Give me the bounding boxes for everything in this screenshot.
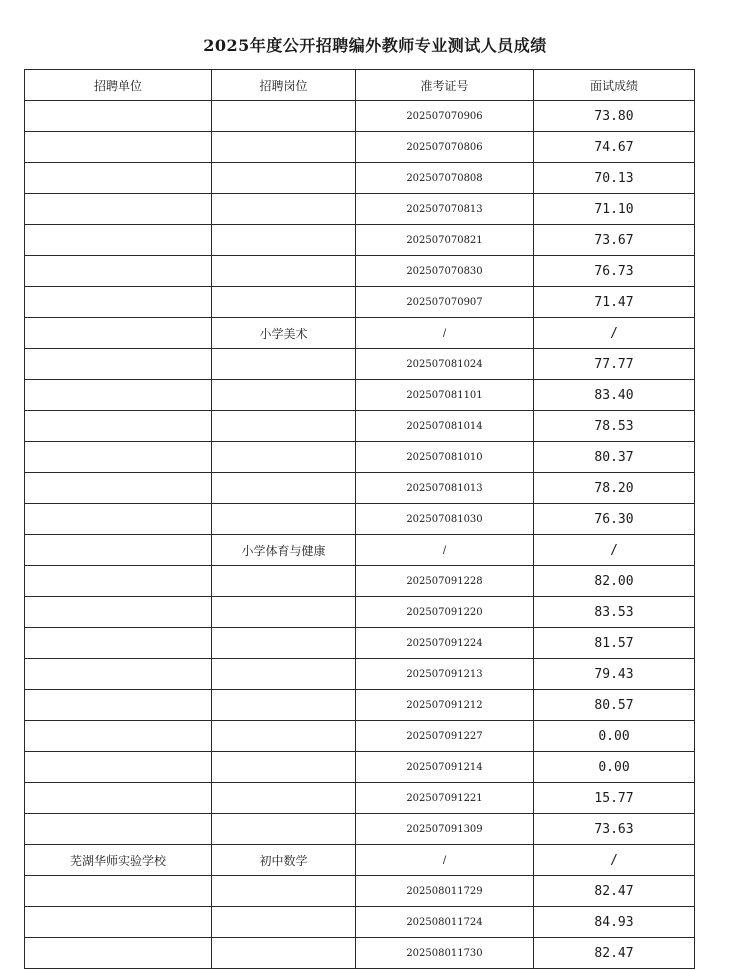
ticket-cell: 202507070830 <box>356 256 534 287</box>
table-row <box>25 938 695 969</box>
post-cell <box>212 442 356 473</box>
score-cell: 77.77 <box>534 349 695 380</box>
post-cell <box>212 225 356 256</box>
header-post: 招聘岗位 <box>212 70 356 101</box>
ticket-cell: 202507081013 <box>356 473 534 504</box>
ticket-cell: 202508011729 <box>356 876 534 907</box>
post-cell <box>212 101 356 132</box>
table-row <box>25 659 695 690</box>
table-row <box>25 628 695 659</box>
unit-cell <box>25 504 212 535</box>
unit-cell <box>25 380 212 411</box>
unit-cell <box>25 132 212 163</box>
post-cell <box>212 256 356 287</box>
table-row <box>25 814 695 845</box>
table-row <box>25 566 695 597</box>
ticket-cell: 202507070813 <box>356 194 534 225</box>
unit-cell <box>25 876 212 907</box>
post-cell <box>212 566 356 597</box>
score-cell: 76.30 <box>534 504 695 535</box>
score-cell: 70.13 <box>534 163 695 194</box>
table-row <box>25 783 695 814</box>
score-cell: 76.73 <box>534 256 695 287</box>
post-cell <box>212 814 356 845</box>
ticket-cell: 202507091224 <box>356 628 534 659</box>
unit-cell <box>25 318 212 349</box>
post-cell <box>212 876 356 907</box>
post-cell: 小学体育与健康 <box>212 535 356 566</box>
post-cell <box>212 659 356 690</box>
score-cell: 73.63 <box>534 814 695 845</box>
score-cell: / <box>534 535 695 566</box>
unit-cell <box>25 566 212 597</box>
score-cell: 73.67 <box>534 225 695 256</box>
ticket-cell: 202507081101 <box>356 380 534 411</box>
post-cell <box>212 163 356 194</box>
table-row <box>25 225 695 256</box>
ticket-cell: 202507070907 <box>356 287 534 318</box>
post-cell <box>212 752 356 783</box>
ticket-cell: 202507091221 <box>356 783 534 814</box>
unit-cell <box>25 287 212 318</box>
unit-cell <box>25 907 212 938</box>
unit-cell <box>25 752 212 783</box>
score-cell: 80.37 <box>534 442 695 473</box>
table-row <box>25 876 695 907</box>
page-title: 2025年度公开招聘编外教师专业测试人员成绩 <box>203 36 547 55</box>
ticket-cell: / <box>356 318 534 349</box>
unit-cell <box>25 814 212 845</box>
post-cell <box>212 380 356 411</box>
table-row <box>25 318 695 349</box>
post-cell <box>212 690 356 721</box>
table-row <box>25 597 695 628</box>
unit-cell: 芜湖华师实验学校 <box>25 845 212 876</box>
ticket-cell: 202507091228 <box>356 566 534 597</box>
ticket-cell: 202507070808 <box>356 163 534 194</box>
table-row <box>25 132 695 163</box>
score-cell: 74.67 <box>534 132 695 163</box>
table-row <box>25 349 695 380</box>
ticket-cell: / <box>356 535 534 566</box>
header-score: 面试成绩 <box>534 70 695 101</box>
table-row <box>25 907 695 938</box>
post-cell: 初中数学 <box>212 845 356 876</box>
score-cell: 80.57 <box>534 690 695 721</box>
table-row <box>25 721 695 752</box>
table-row <box>25 380 695 411</box>
ticket-cell: / <box>356 845 534 876</box>
score-cell: 82.47 <box>534 876 695 907</box>
score-cell: 71.47 <box>534 287 695 318</box>
header-unit: 招聘单位 <box>25 70 212 101</box>
score-cell: 73.80 <box>534 101 695 132</box>
ticket-cell: 202508011724 <box>356 907 534 938</box>
ticket-cell: 202507091220 <box>356 597 534 628</box>
table-row <box>25 473 695 504</box>
table-row <box>25 101 695 132</box>
unit-cell <box>25 349 212 380</box>
score-cell: 84.93 <box>534 907 695 938</box>
unit-cell <box>25 535 212 566</box>
ticket-cell: 202507081030 <box>356 504 534 535</box>
score-cell: 15.77 <box>534 783 695 814</box>
ticket-cell: 202507070806 <box>356 132 534 163</box>
ticket-cell: 202507081024 <box>356 349 534 380</box>
unit-cell <box>25 101 212 132</box>
ticket-cell: 202507091214 <box>356 752 534 783</box>
table-row <box>25 752 695 783</box>
unit-cell <box>25 163 212 194</box>
ticket-cell: 202507081010 <box>356 442 534 473</box>
table-body <box>25 101 695 969</box>
post-cell <box>212 132 356 163</box>
post-cell <box>212 473 356 504</box>
post-cell <box>212 504 356 535</box>
post-cell <box>212 194 356 225</box>
post-cell <box>212 349 356 380</box>
unit-cell <box>25 783 212 814</box>
score-cell: / <box>534 318 695 349</box>
unit-cell <box>25 225 212 256</box>
post-cell: 小学美术 <box>212 318 356 349</box>
table-row <box>25 535 695 566</box>
ticket-cell: 202507091309 <box>356 814 534 845</box>
ticket-cell: 202507091227 <box>356 721 534 752</box>
table-row <box>25 163 695 194</box>
post-cell <box>212 907 356 938</box>
table-row <box>25 442 695 473</box>
unit-cell <box>25 473 212 504</box>
ticket-cell: 202507091213 <box>356 659 534 690</box>
table-header-row <box>25 70 695 101</box>
table-row <box>25 845 695 876</box>
header-ticket: 准考证号 <box>356 70 534 101</box>
table-row <box>25 256 695 287</box>
unit-cell <box>25 256 212 287</box>
score-cell: 79.43 <box>534 659 695 690</box>
unit-cell <box>25 442 212 473</box>
ticket-cell: 202507091212 <box>356 690 534 721</box>
score-cell: 0.00 <box>534 721 695 752</box>
post-cell <box>212 411 356 442</box>
score-cell: / <box>534 845 695 876</box>
unit-cell <box>25 938 212 969</box>
table-row <box>25 690 695 721</box>
post-cell <box>212 597 356 628</box>
table-row <box>25 504 695 535</box>
score-cell: 0.00 <box>534 752 695 783</box>
unit-cell <box>25 597 212 628</box>
ticket-cell: 202507070821 <box>356 225 534 256</box>
post-cell <box>212 287 356 318</box>
score-cell: 82.47 <box>534 938 695 969</box>
ticket-cell: 202507081014 <box>356 411 534 442</box>
unit-cell <box>25 690 212 721</box>
post-cell <box>212 628 356 659</box>
table-row <box>25 287 695 318</box>
post-cell <box>212 721 356 752</box>
score-cell: 83.53 <box>534 597 695 628</box>
ticket-cell: 202507070906 <box>356 101 534 132</box>
unit-cell <box>25 194 212 225</box>
table-row <box>25 194 695 225</box>
ticket-cell: 202508011730 <box>356 938 534 969</box>
unit-cell <box>25 411 212 442</box>
table-row <box>25 411 695 442</box>
unit-cell <box>25 659 212 690</box>
score-cell: 78.20 <box>534 473 695 504</box>
post-cell <box>212 938 356 969</box>
score-cell: 82.00 <box>534 566 695 597</box>
score-cell: 71.10 <box>534 194 695 225</box>
unit-cell <box>25 721 212 752</box>
score-cell: 81.57 <box>534 628 695 659</box>
score-cell: 83.40 <box>534 380 695 411</box>
unit-cell <box>25 628 212 659</box>
score-cell: 78.53 <box>534 411 695 442</box>
scores-table <box>24 69 695 969</box>
post-cell <box>212 783 356 814</box>
